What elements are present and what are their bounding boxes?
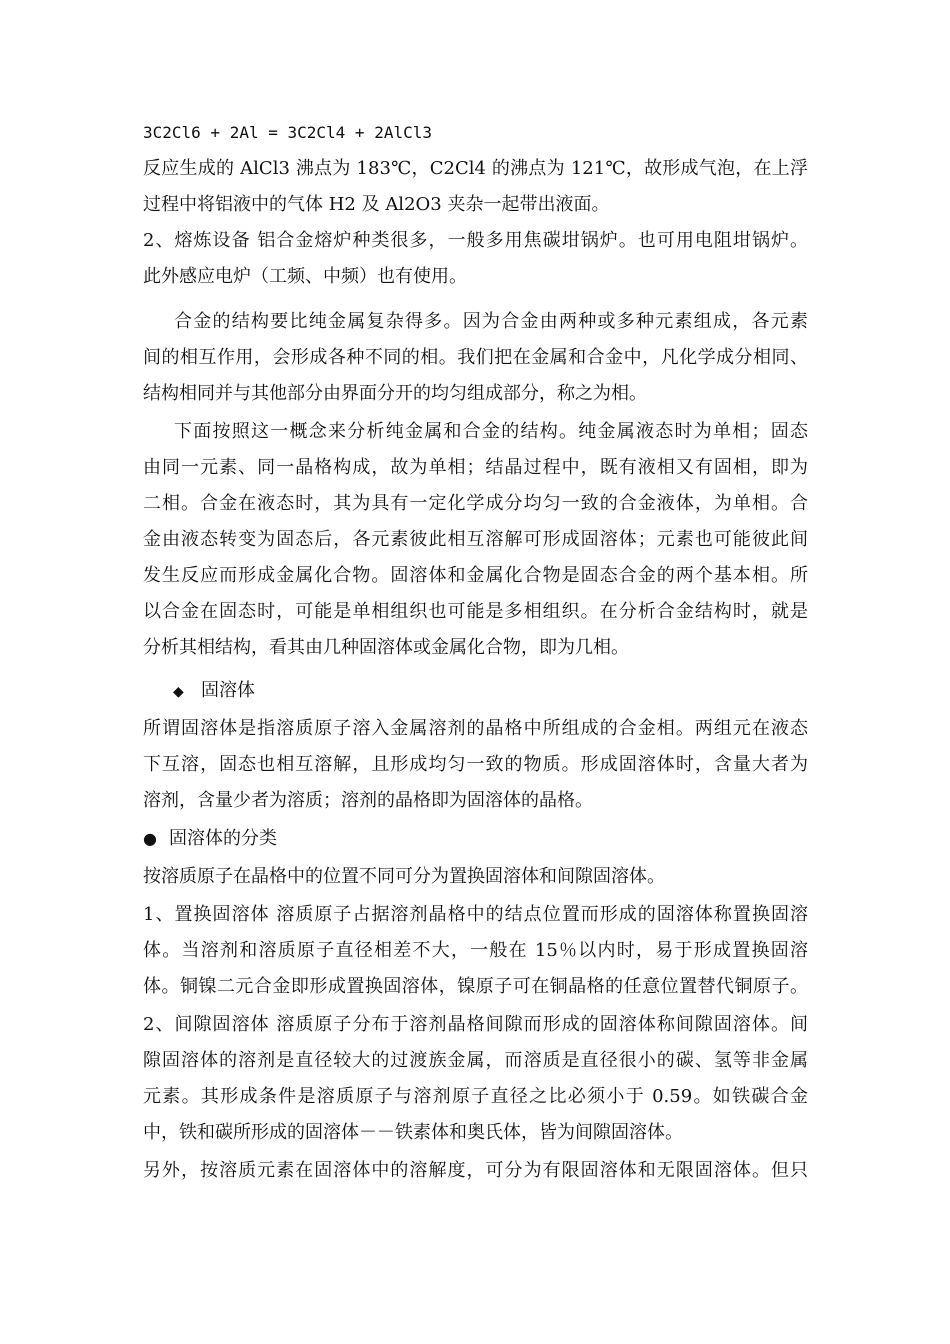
paragraph-line: 下互溶，固态也相互溶解，且形成均匀一致的物质。形成固溶体时，含量大者为 [143,754,808,775]
heading-text: 固溶体的分类 [169,828,277,849]
circle-bullet-icon: ● [143,829,157,848]
paragraph-line: 体。当溶剂和溶质原子直径相差不大，一般在 15％以内时，易于形成置换固溶 [143,940,808,961]
paragraph-line: 由同一元素、同一晶格构成，故为单相；结晶过程中，既有液相又有固相，即为 [143,457,808,478]
paragraph-line: 1、置换固溶体 溶质原子占据溶剂晶格中的结点位置而形成的固溶体称置换固溶 [143,904,808,925]
paragraph-line: 以合金在固态时，可能是单相组织也可能是多相组织。在分析合金结构时，就是 [143,601,808,622]
paragraph-line: 分析其相结构，看其由几种固溶体或金属化合物，即为几相。 [143,637,629,658]
paragraph-line: 下面按照这一概念来分析纯金属和合金的结构。纯金属液态时为单相；固态 [174,421,808,442]
paragraph-line: 隙固溶体的溶剂是直径较大的过渡族金属，而溶质是直径很小的碳、氢等非金属 [143,1050,808,1071]
paragraph-line: 体。铜镍二元合金即形成置换固溶体，镍原子可在铜晶格的任意位置替代铜原子。 [143,976,808,997]
paragraph-line: 反应生成的 AlCl3 沸点为 183℃，C2Cl4 的沸点为 121℃，故形成气泡，在上浮 [143,158,808,179]
paragraph-line: 溶剂，含量少者为溶质；溶剂的晶格即为固溶体的晶格。 [143,790,593,811]
paragraph-line: 元素。其形成条件是溶质原子与溶剂原子直径之比必须小于 0.59。如铁碳合金 [143,1086,808,1107]
paragraph-line: 另外，按溶质元素在固溶体中的溶解度，可分为有限固溶体和无限固溶体。但只 [143,1160,808,1181]
paragraph-line: 2、熔炼设备 铝合金熔炉种类很多，一般多用焦碳坩锅炉。也可用电阻坩锅炉。 [143,230,808,251]
paragraph-line: 合金的结构要比纯金属复杂得多。因为合金由两种或多种元素组成，各元素 [174,311,808,332]
paragraph-line: 所谓固溶体是指溶质原子溶入金属溶剂的晶格中所组成的合金相。两组元在液态 [143,718,808,739]
section-heading-solid-solution [173,673,838,709]
paragraph-line: 金由液态转变为固态后，各元素彼此相互溶解可形成固溶体；元素也可能彼此间 [143,529,808,550]
paragraph-line: 2、间隙固溶体 溶质原子分布于溶剂晶格间隙而形成的固溶体称间隙固溶体。间 [143,1014,808,1035]
diamond-bullet-icon: ◆ [173,684,184,700]
heading-text: 固溶体 [201,680,255,701]
paragraph-line: 发生反应而形成金属化合物。固溶体和金属化合物是固态合金的两个基本相。所 [143,565,808,586]
paragraph-line: 间的相互作用，会形成各种不同的相。我们把在金属和合金中，凡化学成分相同、 [143,347,808,368]
paragraph-line: 二相。合金在液态时，其为具有一定化学成分均匀一致的合金液体，为单相。合 [143,493,808,514]
section-heading-classification [143,821,808,857]
paragraph-line: 此外感应电炉（工频、中频）也有使用。 [143,266,467,287]
paragraph-line: 过程中将铝液中的气体 H2 及 Al2O3 夹杂一起带出液面。 [143,194,610,215]
paragraph-line: 中，铁和碳所形成的固溶体－－铁素体和奥氏体，皆为间隙固溶体。 [143,1122,683,1143]
paragraph-line: 按溶质原子在晶格中的位置不同可分为置换固溶体和间隙固溶体。 [143,866,665,887]
reaction-equation: 3C2Cl6 + 2Al = 3C2Cl4 + 2AlCl3 [143,123,432,142]
paragraph-line: 结构相同并与其他部分由界面分开的均匀组成部分，称之为相。 [143,383,647,404]
